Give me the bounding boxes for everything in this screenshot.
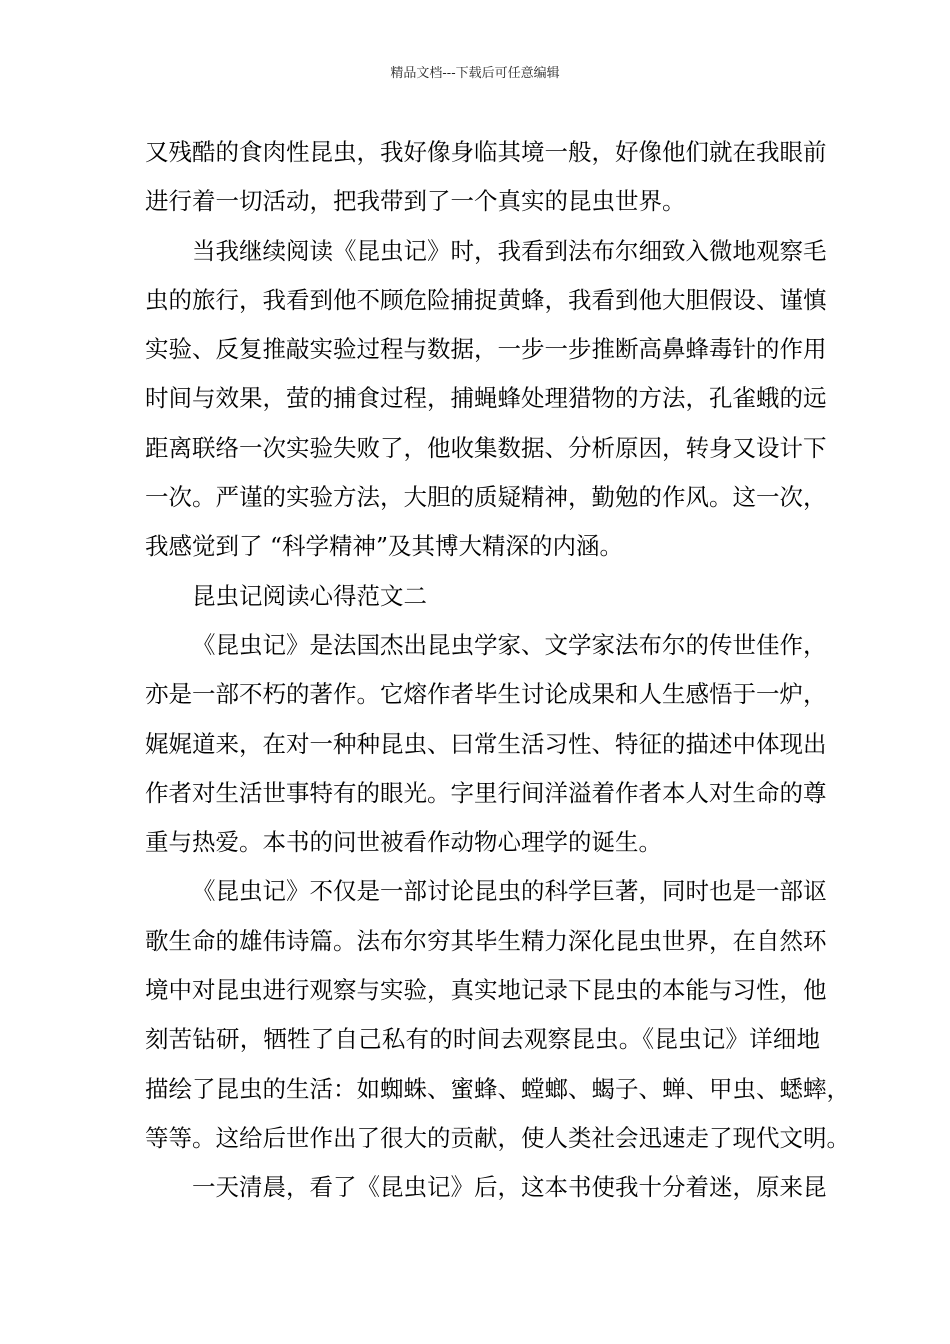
text-line: 虫的旅行，我看到他不顾危险捕捉黄蜂，我看到他大胆假设、谨慎	[145, 285, 827, 314]
page-header: 精品文档---下载后可任意编辑	[390, 66, 560, 81]
text-line: 《昆虫记》是法国杰出昆虫学家、文学家法布尔的传世佳作，	[192, 630, 827, 659]
paragraph	[145, 621, 827, 867]
text-line: 娓娓道来，在对一种种昆虫、曰常生活习性、特征的描述中体现出	[145, 729, 827, 758]
paragraph	[145, 1163, 827, 1212]
text-line: 当我继续阅读《昆虫记》时，我看到法布尔细致入微地观察毛	[192, 236, 827, 265]
text-line: 歌生命的雄伟诗篇。法布尔穷其毕生精力深化昆虫世界，在自然环	[145, 926, 827, 955]
text-line: 境中对昆虫进行观察与实验，真实地记录下昆虫的本能与习性，他	[145, 976, 827, 1005]
text-line: 一次。严谨的实验方法，大胆的质疑精神，勤勉的作风。这一次，	[145, 483, 827, 512]
text-line: 进行着一切活动，把我带到了一个真实的昆虫世界。	[145, 187, 686, 216]
paragraph	[145, 867, 850, 1163]
document-body	[145, 128, 850, 1213]
text-line: 时间与效果，萤的捕食过程，捕蝇蜂处理猎物的方法，孔雀蛾的远	[145, 384, 827, 413]
text-line: 重与热爱。本书的问世被看作动物心理学的诞生。	[145, 828, 662, 857]
text-line: 昆虫记阅读心得范文二	[192, 581, 427, 610]
text-line: 《昆虫记》不仅是一部讨论昆虫的科学巨著，同时也是一部讴	[192, 877, 827, 906]
text-line: 描绘了昆虫的生活：如蜘蛛、蜜蜂、螳螂、蝎子、蝉、甲虫、蟋蟀，	[145, 1074, 850, 1103]
section-heading	[145, 572, 820, 621]
text-line: 刻苦钻研，牺牲了自己私有的时间去观察昆虫。《昆虫记》详细地	[145, 1025, 820, 1054]
text-line: 亦是一部不朽的著作。它熔作者毕生讨论成果和人生感悟于一炉，	[145, 680, 827, 709]
paragraph	[145, 128, 827, 227]
text-line: 我感觉到了 “科学精神”及其博大精深的内涵。	[145, 532, 623, 561]
text-line: 等等。这给后世作出了很大的贡献，使人类社会迅速走了现代文明。	[145, 1123, 850, 1152]
paragraph	[145, 227, 827, 572]
text-line: 又残酷的食肉性昆虫，我好像身临其境一般，好像他们就在我眼前	[145, 138, 827, 166]
text-line: 一天清晨，看了《昆虫记》后，这本书使我十分着迷，原来昆	[192, 1173, 827, 1202]
text-line: 距离联络一次实验失败了，他收集数据、分析原因，转身又设计下	[145, 433, 827, 462]
text-line: 作者对生活世事特有的眼光。字里行间洋溢着作者本人对生命的尊	[145, 778, 827, 807]
text-line: 实验、反复推敲实验过程与数据，一步一步推断高鼻蜂毒针的作用	[145, 335, 827, 364]
